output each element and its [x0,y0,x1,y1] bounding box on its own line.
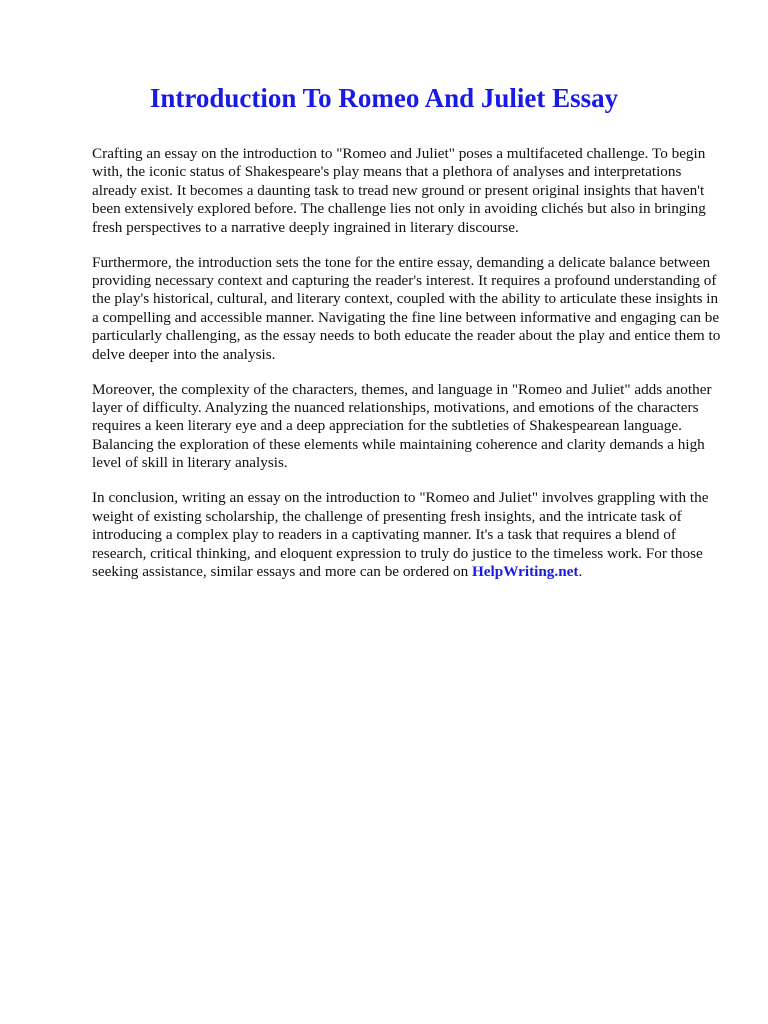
paragraph-2: Furthermore, the introduction sets the tone for the entire essay, demanding a delicate balance between providing necessary context and capturing the reader's interest. It requires a profound understanding of the play's historical, cultural, and literary context, coupled with the ability to articulate these insights in a compelling and accessible manner. Navigating the fine line between informative and engaging can be particularly challenging, as the essay needs to both educate the reader about the play and entice them to delve deeper into the analysis. [92,253,721,363]
conclusion-text: In conclusion, writing an essay on the introduction to "Romeo and Juliet" involves grappling with the weight of existing scholarship, the challenge of presenting fresh insights, and the intricate task of introducing a complex play to readers in a captivating manner. It's a task that requires a blend of research, critical thinking, and eloquent expression to truly do justice to the timeless work. For those seeking assistance, similar essays and more can be ordered on [92,489,709,580]
paragraph-1: Crafting an essay on the introduction to "Romeo and Juliet" poses a multifaceted challenge. To begin with, the iconic status of Shakespeare's play means that a plethora of analyses and interpretations already exist. It becomes a daunting task to tread new ground or present original insights that haven't been extensively explored before. The challenge lies not only in avoiding clichés but also in bringing fresh perspectives to a narrative deeply ingrained in literary discourse. [92,145,706,236]
helpwriting-link[interactable]: HelpWriting.net [471,562,579,580]
page-title: Introduction To Romeo And Juliet Essay [149,83,619,113]
conclusion-period: . [578,562,583,580]
paragraph-conclusion [92,489,722,581]
essay-body [92,145,722,598]
paragraph-3: Moreover, the complexity of the characters, themes, and language in "Romeo and Juliet" adds another layer of difficulty. Analyzing the nuanced relationships, motivations, and emotions of the characters requires a keen literary eye and a deep appreciation for the subtleties of Shakespearean language. Balancing the exploration of these elements while maintaining coherence and clarity demands a high level of skill in literary analysis. [92,380,712,472]
